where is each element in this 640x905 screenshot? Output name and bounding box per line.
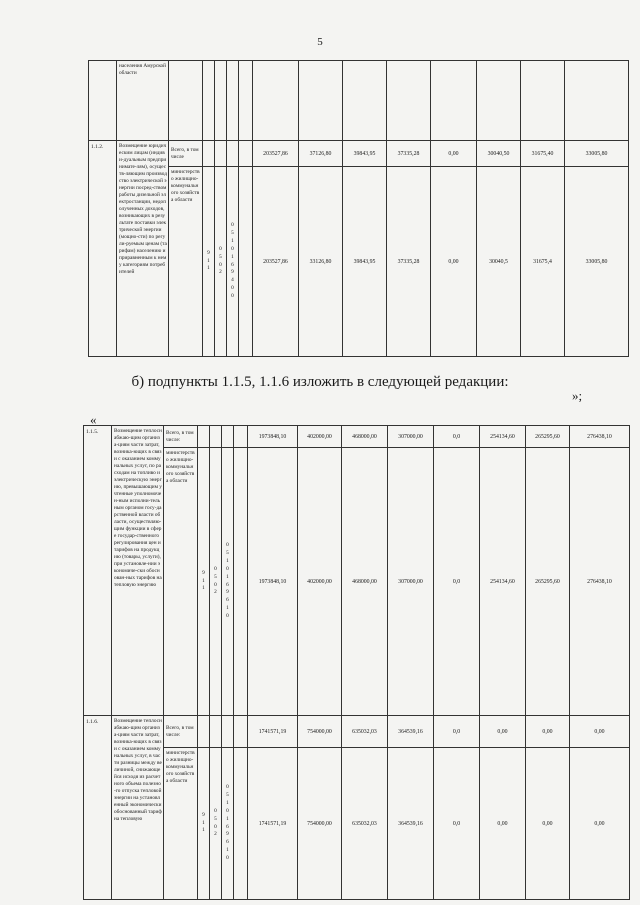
executor-name: министерство жилищно-коммунального хозяйства области — [164, 448, 198, 716]
table-row-total — [84, 426, 630, 448]
code-grbs: 9 1 1 — [198, 748, 210, 900]
budget-table-amended — [83, 425, 630, 900]
amount-year-5: 0,00 — [480, 748, 526, 900]
table-row-total — [84, 716, 630, 748]
executor-total-label: Всего, в том числе — [169, 141, 203, 167]
amount-year-3: 307000,00 — [388, 426, 434, 448]
budget-table-continuation — [88, 60, 629, 357]
amount-year-2: 635032,03 — [342, 716, 388, 748]
amount-year-6: 265295,60 — [526, 448, 570, 716]
amount-year-5: 0,00 — [480, 716, 526, 748]
amount-year-2: 635032,03 — [342, 748, 388, 900]
code-grbs: 9 1 1 — [198, 448, 210, 716]
amount-year-1: 37126,80 — [299, 141, 343, 167]
amount-year-1: 754000,00 — [298, 716, 342, 748]
amount-year-2: 39843,95 — [343, 167, 387, 357]
table-row-detail — [84, 748, 630, 900]
code-target: 0 5 1 0 1 6 9 4 0 0 — [227, 167, 239, 357]
amount-year-4: 0,0 — [434, 448, 480, 716]
amount-year-7: 33005,80 — [565, 167, 629, 357]
amount-year-4: 0,00 — [431, 141, 477, 167]
amount-year-1: 33126,80 — [299, 167, 343, 357]
amount-year-4: 0,0 — [434, 748, 480, 900]
amount-year-5: 254134,60 — [480, 448, 526, 716]
code-section: 0 5 0 2 — [210, 748, 222, 900]
amount-year-1: 402000,00 — [298, 426, 342, 448]
amount-year-5: 30040,50 — [477, 141, 521, 167]
code-target: 0 5 1 0 1 6 9 6 1 0 — [222, 748, 234, 900]
item-number: 1.1.5. — [84, 426, 112, 716]
amount-year-4: 0,0 — [434, 426, 480, 448]
amount-total: 1973848,10 — [248, 426, 298, 448]
amount-year-6: 0,00 — [526, 748, 570, 900]
amount-year-7: 0,00 — [570, 716, 630, 748]
page-number: 5 — [317, 36, 323, 48]
amount-year-7: 0,00 — [570, 748, 630, 900]
amount-total: 203527,86 — [253, 141, 299, 167]
amount-total: 1973848,10 — [248, 448, 298, 716]
executor-total-label: Всего, в том числе: — [164, 716, 198, 748]
closing-quote: »; — [572, 388, 583, 403]
amount-year-3: 364539,16 — [388, 716, 434, 748]
code-grbs: 9 1 1 — [203, 167, 215, 357]
amount-year-6: 31675,4 — [521, 167, 565, 357]
code-target: 0 5 1 0 1 6 9 6 1 0 — [222, 448, 234, 716]
amount-year-1: 402000,00 — [298, 448, 342, 716]
item-name: Возмещение теплоснабжаю-щим организа-циям части затрат, возника-ющих в связи с оказанием коммунальных услуг, в части разницы между величиной, снижающейся исходя из расчетного объема полезно-го отпуска тепловой энергии на установленный экономически обоснованный тариф на тепловую — [112, 716, 164, 900]
amount-total: 1741571,19 — [248, 748, 298, 900]
amount-year-4: 0,00 — [431, 167, 477, 357]
amount-total: 203527,86 — [253, 167, 299, 357]
amount-year-5: 30040,5 — [477, 167, 521, 357]
amount-year-3: 364539,16 — [388, 748, 434, 900]
table-row-detail — [89, 167, 629, 357]
item-number: 1.1.6. — [84, 716, 112, 900]
amount-year-7: 276438,10 — [570, 426, 630, 448]
opening-quote: « — [90, 412, 97, 427]
table-row-detail — [84, 448, 630, 716]
amount-year-1: 754000,00 — [298, 748, 342, 900]
amendment-caption: б) подпункты 1.1.5, 1.1.6 изложить в следующей редакции: — [131, 374, 509, 390]
amount-year-6: 31675,40 — [521, 141, 565, 167]
amount-year-2: 468000,00 — [342, 426, 388, 448]
amount-year-2: 39843,95 — [343, 141, 387, 167]
amount-year-6: 0,00 — [526, 716, 570, 748]
table-row-carryover — [89, 61, 629, 141]
executor-name: министерство жилищно-коммунального хозяйства области — [169, 167, 203, 357]
amount-total: 1741571,19 — [248, 716, 298, 748]
item-name: Возмещение юридическим лицам (индиви-дуальным предпринимате-лям), осуществ-ляющим производство электрической энергии посред-ством работы дизельной электростанции, недополученных доходов, возникающих в результате поставки электрической энергии (мощно-сти) по регули-руемым ценам (тарифам) населению и приравненным к нему категориям потребителей — [117, 141, 169, 357]
item-number: 1.1.2. — [89, 141, 117, 357]
code-section: 0 5 0 2 — [215, 167, 227, 357]
code-section: 0 5 0 2 — [210, 448, 222, 716]
executor-total-label: Всего, в том числе: — [164, 426, 198, 448]
amount-year-6: 265295,60 — [526, 426, 570, 448]
amount-year-3: 307000,00 — [388, 448, 434, 716]
amount-year-3: 37335,28 — [387, 167, 431, 357]
executor-name: министерство жилищно-коммунального хозяйства области — [164, 748, 198, 900]
amount-year-4: 0,0 — [434, 716, 480, 748]
amount-year-2: 468000,00 — [342, 448, 388, 716]
item-name: Возмещение теплоснабжаю-щим организа-циям части затрат, возника-ющих в связи с оказанием коммунальных услуг, по расходам на топливо и электрическую энергию, превышающим учтенные уполномочен-ным исполни-тельным органом госу-дарственной власти области, осуществляю-щим функции в сфере государ-ственного регулирования цен и тарифов на продукцию (товары, услуги), при установле-нии экономиче-ски обоснован-ных тарифов на тепловую энергию — [112, 426, 164, 716]
table-row-total — [89, 141, 629, 167]
amount-year-7: 33005,80 — [565, 141, 629, 167]
amount-year-7: 276438,10 — [570, 448, 630, 716]
program-name-cell: населения Амурской области — [117, 61, 169, 141]
amount-year-5: 254134,60 — [480, 426, 526, 448]
amount-year-3: 37335,28 — [387, 141, 431, 167]
